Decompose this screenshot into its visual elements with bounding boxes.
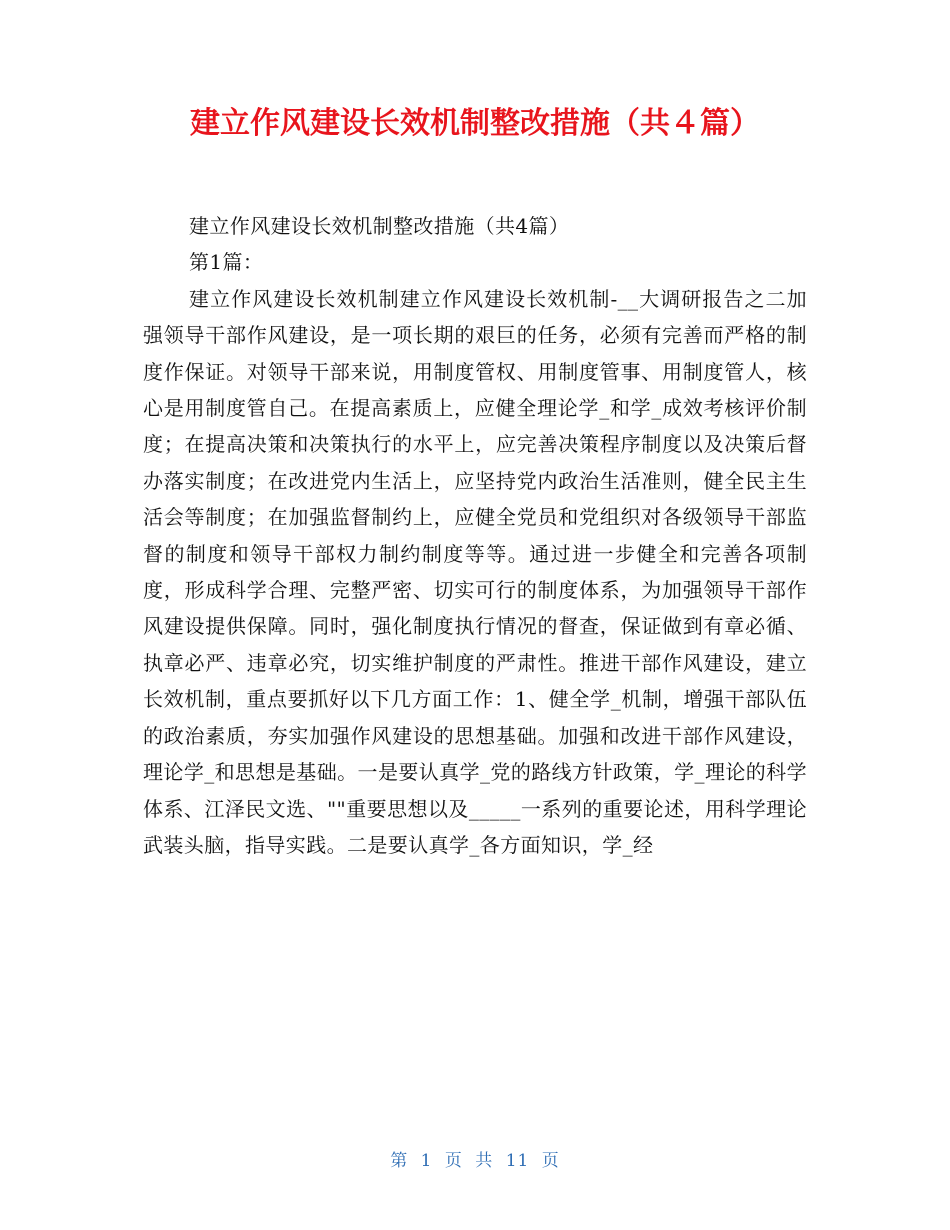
document-body [143, 208, 807, 863]
page-number-footer: 第 1 页 共 11 页 [390, 1151, 560, 1171]
part-label: 第1篇： [189, 250, 264, 275]
section-heading: 建立作风建设长效机制整改措施（共4篇） [189, 214, 570, 238]
document-title: 建立作风建设长效机制整改措施（共４篇） [190, 106, 760, 141]
body-paragraph: 建立作风建设长效机制建立作风建设长效机制-__大调研报告之二加强领导干部作风建设，是一项长期的艰巨的任务，必须有完善而严格的制度作保证。对领导干部来说，用制度管权、用制度管事、用制度管人，核心是用制度管自己。在提高素质上，应健全理论学_和学_成效考核评价制度；在提高决策和决策执行的水平上，应完善决策程序制度以及决策后督办落实制度；在改进党内生活上，应坚持党内政治生活准则，健全民主生活会等制度；在加强监督制约上，应健全党员和党组织对各级领导干部监督的制度和领导干部权力制约制度等等。通过进一步健全和完善各项制度，形成科学合理、完整严密、切实可行的制度体系，为加强领导干部作风建设提供保障。同时，强化制度执行情况的督查，保证做到有章必循、执章必严、违章必究，切实维护制度的严肃性。推进干部作风建设，建立长效机制，重点要抓好以下几方面工作：1、健全学_机制，增强干部队伍的政治素质，夯实加强作风建设的思想基础。加强和改进干部作风建设，理论学_和思想是基础。一是要认真学_党的路线方针政策，学_理论的科学体系、江泽民文选、""重要思想以及_____一系列的重要论述，用科学理论武装头脑，指导实践。二是要认真学_各方面知识，学_经 [143, 286, 807, 857]
